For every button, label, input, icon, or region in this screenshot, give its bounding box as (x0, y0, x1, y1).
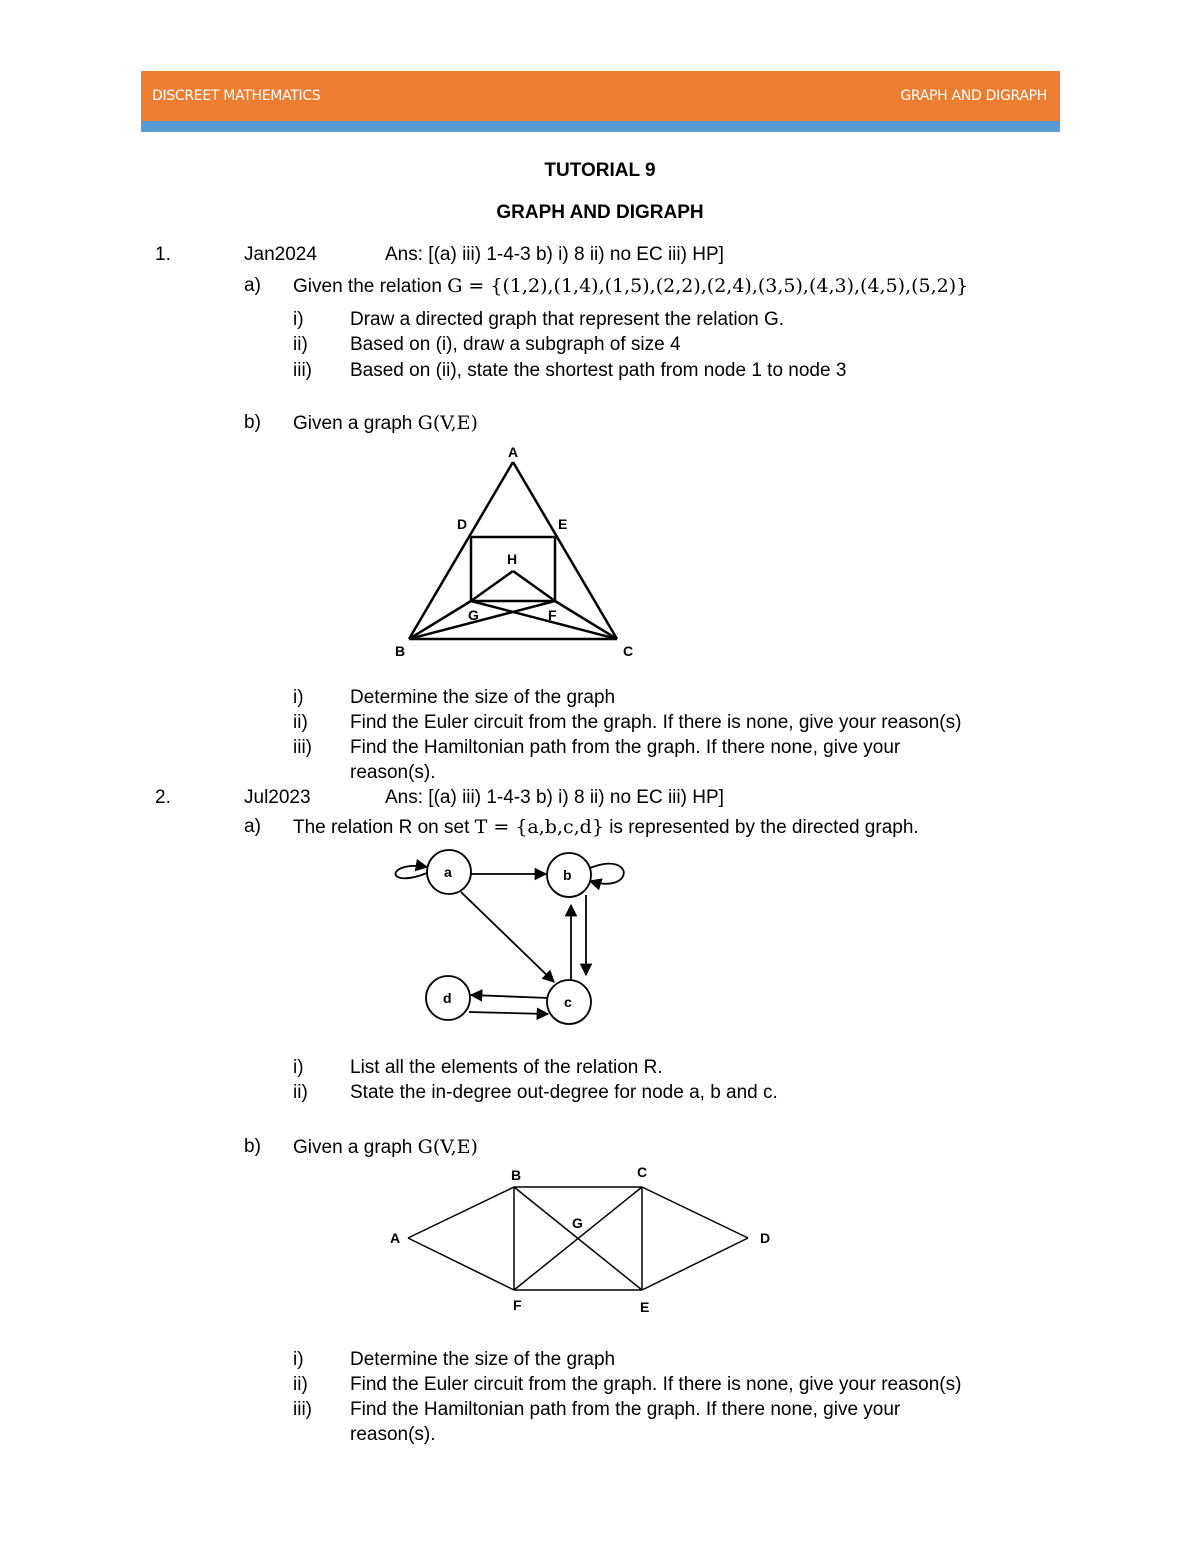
q2b-item-3-cont: reason(s). (350, 1424, 436, 1445)
edge-b-f (409, 601, 555, 639)
q2-code: Jul2023 (244, 787, 311, 808)
q1a-math: G = {(1,2),(1,4),(1,5),(2,2),(2,4),(3,5),(4,3),(4,5),(5,2)} (447, 275, 969, 297)
q1b-item-1-num: i) (293, 687, 304, 708)
header-left: DISCREET MATHEMATICS (152, 88, 321, 104)
q1b-item-3-text: Find the Hamiltonian path from the graph. If there none, give your (350, 737, 901, 758)
q2a-item-2-text: State the in-degree out-degree for node a, b and c. (350, 1082, 778, 1103)
q2a-item-2-num: ii) (293, 1082, 308, 1103)
node-label-d: d (443, 990, 452, 1006)
node-label-h: H (507, 551, 518, 567)
q2b-item-1-text: Determine the size of the graph (350, 1349, 616, 1370)
node-label-b: b (563, 867, 572, 883)
q2a-item-1-num: i) (293, 1057, 304, 1078)
q1a-item-2-num: ii) (293, 334, 308, 355)
node-label-d: D (457, 516, 468, 532)
q2a-text-before: The relation R on set (293, 817, 470, 838)
header-right: GRAPH AND DIGRAPH (900, 88, 1047, 104)
edge-a-b (409, 462, 513, 639)
edge-b-g (409, 601, 471, 639)
q2b-item-2-num: ii) (293, 1374, 308, 1395)
node-label-a: a (444, 864, 452, 880)
q1b-label: b) (244, 412, 261, 433)
q2b-item-2-text: Find the Euler circuit from the graph. If there is none, give your reason(s) (350, 1374, 962, 1395)
q1a-label: a) (244, 275, 261, 296)
q1b-item-1-text: Determine the size of the graph (350, 687, 616, 708)
edge-a-c (513, 462, 617, 639)
q1b-item-2-text: Find the Euler circuit from the graph. If there is none, give your reason(s) (350, 712, 962, 733)
node-label-a: A (390, 1230, 401, 1246)
page-title: TUTORIAL 9 (544, 160, 656, 181)
q2a-text-after: is represented by the directed graph. (609, 817, 919, 838)
node-label-d: D (760, 1230, 771, 1246)
arc-d-c (469, 1012, 548, 1014)
q2b-item-3-text: Find the Hamiltonian path from the graph. If there none, give your (350, 1399, 901, 1420)
q2-digraph-figure (385, 845, 640, 1030)
header-bar (141, 121, 1060, 132)
node-label-g: G (572, 1215, 583, 1231)
node-label-e: E (558, 516, 568, 532)
q1a-item-2-text: Based on (i), draw a subgraph of size 4 (350, 334, 681, 355)
q1a-item-1-text: Draw a directed graph that represent the relation G. (350, 309, 785, 330)
q2a-text (293, 816, 919, 839)
node-label-a: A (508, 444, 519, 460)
edge-g-h (471, 571, 513, 601)
q1-answer: Ans: [(a) iii) 1-4-3 b) i) 8 ii) no EC iii) HP] (385, 244, 724, 265)
loop-a (396, 866, 428, 878)
q2b-label: b) (244, 1136, 261, 1157)
loop-b (590, 864, 624, 884)
node-label-e: E (640, 1299, 650, 1315)
edge-c-f (555, 601, 617, 639)
q1-graph-figure (380, 440, 650, 665)
q1-code: Jan2024 (244, 244, 317, 265)
q1b-math: G(V,E) (417, 412, 478, 434)
node-label-f: F (548, 607, 557, 623)
q2b-math: G(V,E) (417, 1136, 478, 1158)
edge-c-g (471, 601, 617, 639)
q2-graph-figure (380, 1160, 780, 1320)
q2b-text (293, 1136, 478, 1159)
arc-a-c (461, 892, 554, 982)
edge-a-b (408, 1187, 514, 1238)
edge-a-f (408, 1238, 514, 1290)
edge-c-d (642, 1187, 748, 1238)
q1a-item-3-text: Based on (ii), state the shortest path from node 1 to node 3 (350, 360, 847, 381)
q1b-item-2-num: ii) (293, 712, 308, 733)
node-label-b: B (395, 643, 406, 659)
q2a-label: a) (244, 816, 261, 837)
node-label-b: B (511, 1167, 522, 1183)
edge-e-d (642, 1238, 748, 1290)
node-label-g: G (468, 607, 479, 623)
q2b-item-1-num: i) (293, 1349, 304, 1370)
edge-f-h (513, 571, 555, 601)
q2b-item-3-num: iii) (293, 1399, 312, 1420)
q1b-item-3-cont: reason(s). (350, 762, 436, 783)
q1a-item-1-num: i) (293, 309, 304, 330)
q1a-item-3-num: iii) (293, 360, 312, 381)
q1a-text (293, 275, 968, 298)
q2b-text-words: Given a graph (293, 1137, 413, 1158)
node-label-f: F (513, 1297, 522, 1313)
q1b-text-words: Given a graph (293, 413, 413, 434)
q2a-item-1-text: List all the elements of the relation R. (350, 1057, 663, 1078)
q1-number: 1. (155, 244, 171, 265)
q1b-text (293, 412, 478, 435)
page-subtitle: GRAPH AND DIGRAPH (496, 202, 704, 223)
node-label-c: C (637, 1164, 648, 1180)
q2-answer: Ans: [(a) iii) 1-4-3 b) i) 8 ii) no EC iii) HP] (385, 787, 724, 808)
q1a-text-words: Given the relation (293, 276, 442, 297)
q2a-math: T = {a,b,c,d} (474, 816, 604, 838)
node-label-c: C (623, 643, 634, 659)
arc-c-d (471, 995, 549, 998)
node-label-c: c (564, 994, 572, 1010)
q2-number: 2. (155, 787, 171, 808)
q1b-item-3-num: iii) (293, 737, 312, 758)
